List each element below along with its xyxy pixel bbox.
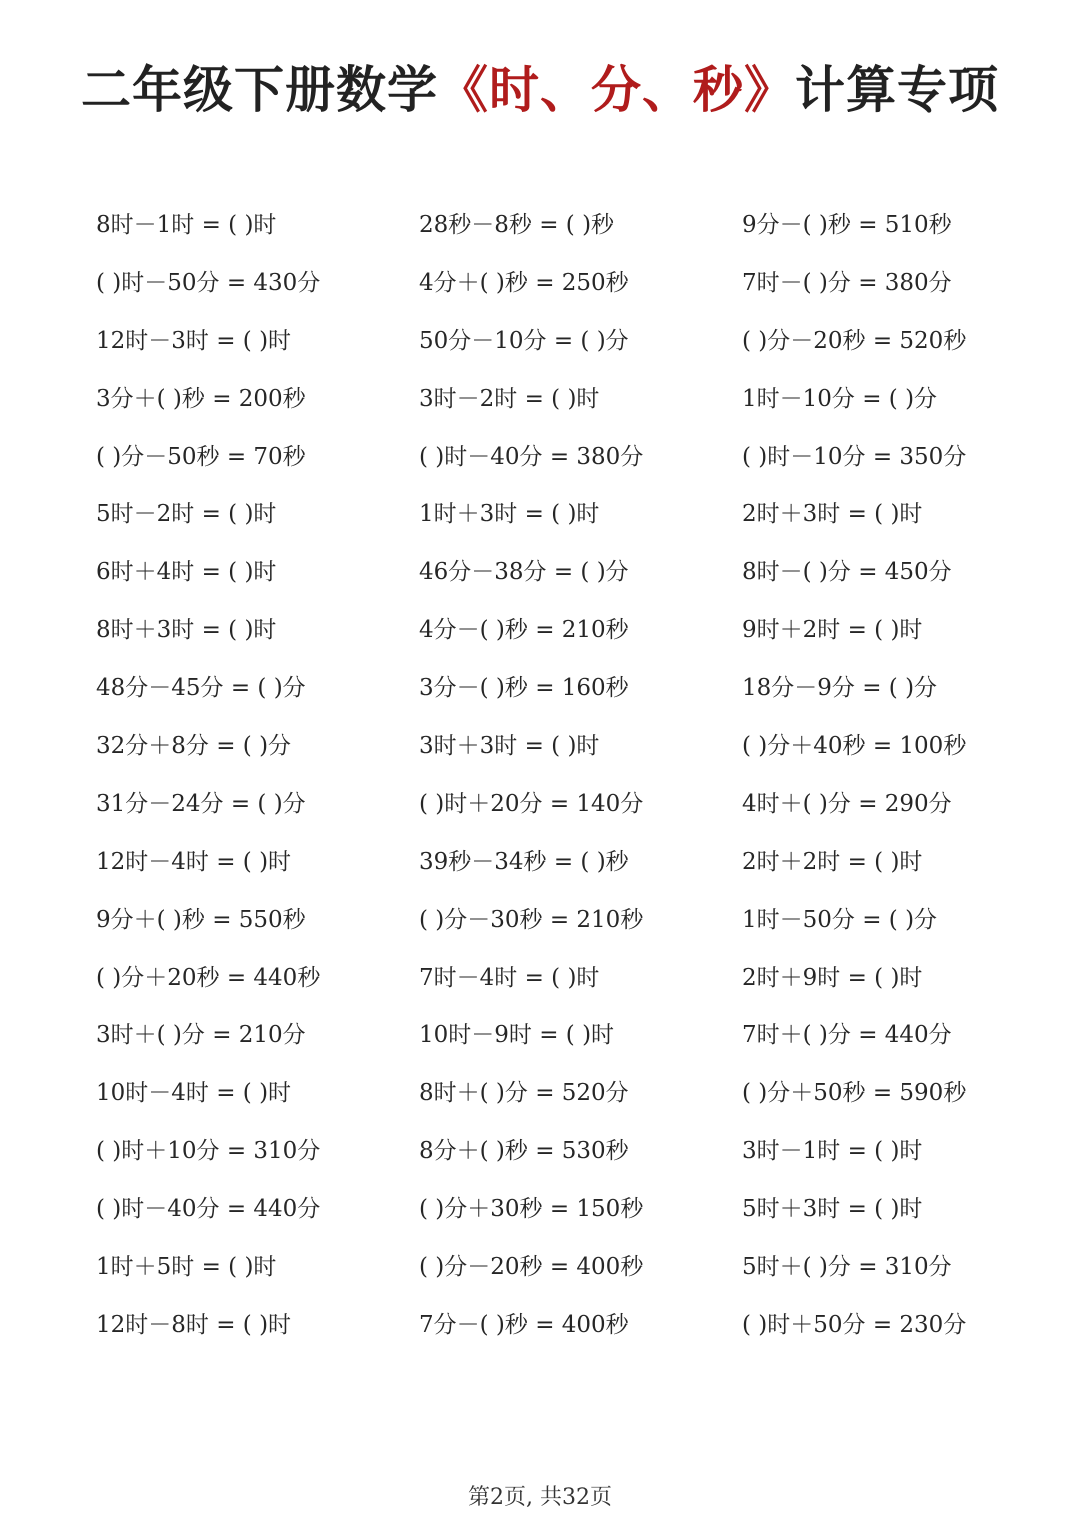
problem-item: 7分－( )秒 = 400秒 — [419, 1311, 629, 1338]
problem-item: 9时＋2时 = ( )时 — [742, 617, 923, 644]
problem-item: ( )时＋50分 = 230分 — [742, 1311, 967, 1338]
problem-item: ( )分－30秒 = 210秒 — [419, 906, 644, 933]
problem-item: 2时＋9时 = ( )时 — [742, 964, 923, 991]
problem-item: 4时＋( )分 = 290分 — [742, 790, 952, 817]
problem-item: 8时－1时 = ( )时 — [96, 212, 277, 238]
problem-item: 1时－10分 = ( )分 — [742, 385, 938, 412]
problem-item: 3分＋( )秒 = 200秒 — [96, 385, 306, 412]
problem-item: 3时－2时 = ( )时 — [419, 385, 600, 412]
problem-item: 2时＋2时 = ( )时 — [742, 848, 923, 875]
problem-item: ( )分－20秒 = 400秒 — [419, 1254, 644, 1281]
problem-item: ( )分－20秒 = 520秒 — [742, 327, 967, 354]
problem-item: 8分＋( )秒 = 530秒 — [419, 1138, 629, 1165]
problem-item: ( )分＋50秒 = 590秒 — [742, 1080, 967, 1107]
title-highlight: 《时、分、秒》 — [438, 61, 795, 119]
page-title — [0, 55, 1080, 125]
problem-item: 2时＋3时 = ( )时 — [742, 501, 923, 528]
page-number: 第2页, 共32页 — [468, 1485, 612, 1510]
problem-item: 4分－( )秒 = 210秒 — [419, 617, 629, 644]
problem-item: 1时＋3时 = ( )时 — [419, 501, 600, 528]
problem-item: 1时－50分 = ( )分 — [742, 906, 938, 933]
problem-item: ( )分＋30秒 = 150秒 — [419, 1196, 644, 1223]
problem-item: ( )分＋20秒 = 440秒 — [96, 964, 321, 991]
problem-item: 9分－( )秒 = 510秒 — [742, 212, 952, 238]
problem-item: ( )时＋10分 = 310分 — [96, 1138, 321, 1165]
problem-item: ( )时－40分 = 380分 — [419, 443, 644, 470]
problem-item: 12时－4时 = ( )时 — [96, 848, 292, 875]
problem-item: 8时－( )分 = 450分 — [742, 559, 952, 586]
problem-item: 3分－( )秒 = 160秒 — [419, 675, 629, 702]
title-suffix: 计算专项 — [795, 61, 999, 119]
problem-item: 48分－45分 = ( )分 — [96, 675, 306, 702]
problem-item: 18分－9分 = ( )分 — [742, 675, 938, 702]
problem-item: 31分－24分 = ( )分 — [96, 790, 306, 817]
problem-item: 39秒－34秒 = ( )秒 — [419, 848, 629, 875]
problem-item: ( )分＋40秒 = 100秒 — [742, 733, 967, 760]
problem-item: 3时＋( )分 = 210分 — [96, 1022, 306, 1049]
problem-item: ( )时－50分 = 430分 — [96, 269, 321, 296]
problem-item: 5时－2时 = ( )时 — [96, 501, 277, 528]
problem-item: 6时＋4时 = ( )时 — [96, 559, 277, 586]
problem-item: 8时＋( )分 = 520分 — [419, 1080, 629, 1107]
problem-item: 12时－3时 = ( )时 — [96, 327, 292, 354]
title-prefix: 二年级下册数学 — [81, 61, 438, 119]
problem-grid — [96, 197, 1056, 1357]
problem-item: 9分＋( )秒 = 550秒 — [96, 906, 306, 933]
problem-item: ( )时－10分 = 350分 — [742, 443, 967, 470]
problem-item: 5时＋3时 = ( )时 — [742, 1196, 923, 1223]
problem-item: 28秒－8秒 = ( )秒 — [419, 212, 615, 238]
problem-item: 4分＋( )秒 = 250秒 — [419, 269, 629, 296]
problem-item: 10时－9时 = ( )时 — [419, 1022, 615, 1049]
problem-item: ( )时－40分 = 440分 — [96, 1196, 321, 1223]
problem-item: 50分－10分 = ( )分 — [419, 327, 629, 354]
problem-item: 7时－4时 = ( )时 — [419, 964, 600, 991]
problem-item: 5时＋( )分 = 310分 — [742, 1254, 952, 1281]
problem-item: 32分＋8分 = ( )分 — [96, 733, 292, 760]
problem-item: 8时＋3时 = ( )时 — [96, 617, 277, 644]
problem-item: 10时－4时 = ( )时 — [96, 1080, 292, 1107]
problem-item: 1时＋5时 = ( )时 — [96, 1254, 277, 1281]
problem-item: ( )时＋20分 = 140分 — [419, 790, 644, 817]
problem-item: 7时－( )分 = 380分 — [742, 269, 952, 296]
problem-item: ( )分－50秒 = 70秒 — [96, 443, 306, 470]
problem-item: 12时－8时 = ( )时 — [96, 1311, 292, 1338]
problem-item: 46分－38分 = ( )分 — [419, 559, 629, 586]
problem-item: 3时＋3时 = ( )时 — [419, 733, 600, 760]
problem-item: 3时－1时 = ( )时 — [742, 1138, 923, 1165]
problem-item: 7时＋( )分 = 440分 — [742, 1022, 952, 1049]
